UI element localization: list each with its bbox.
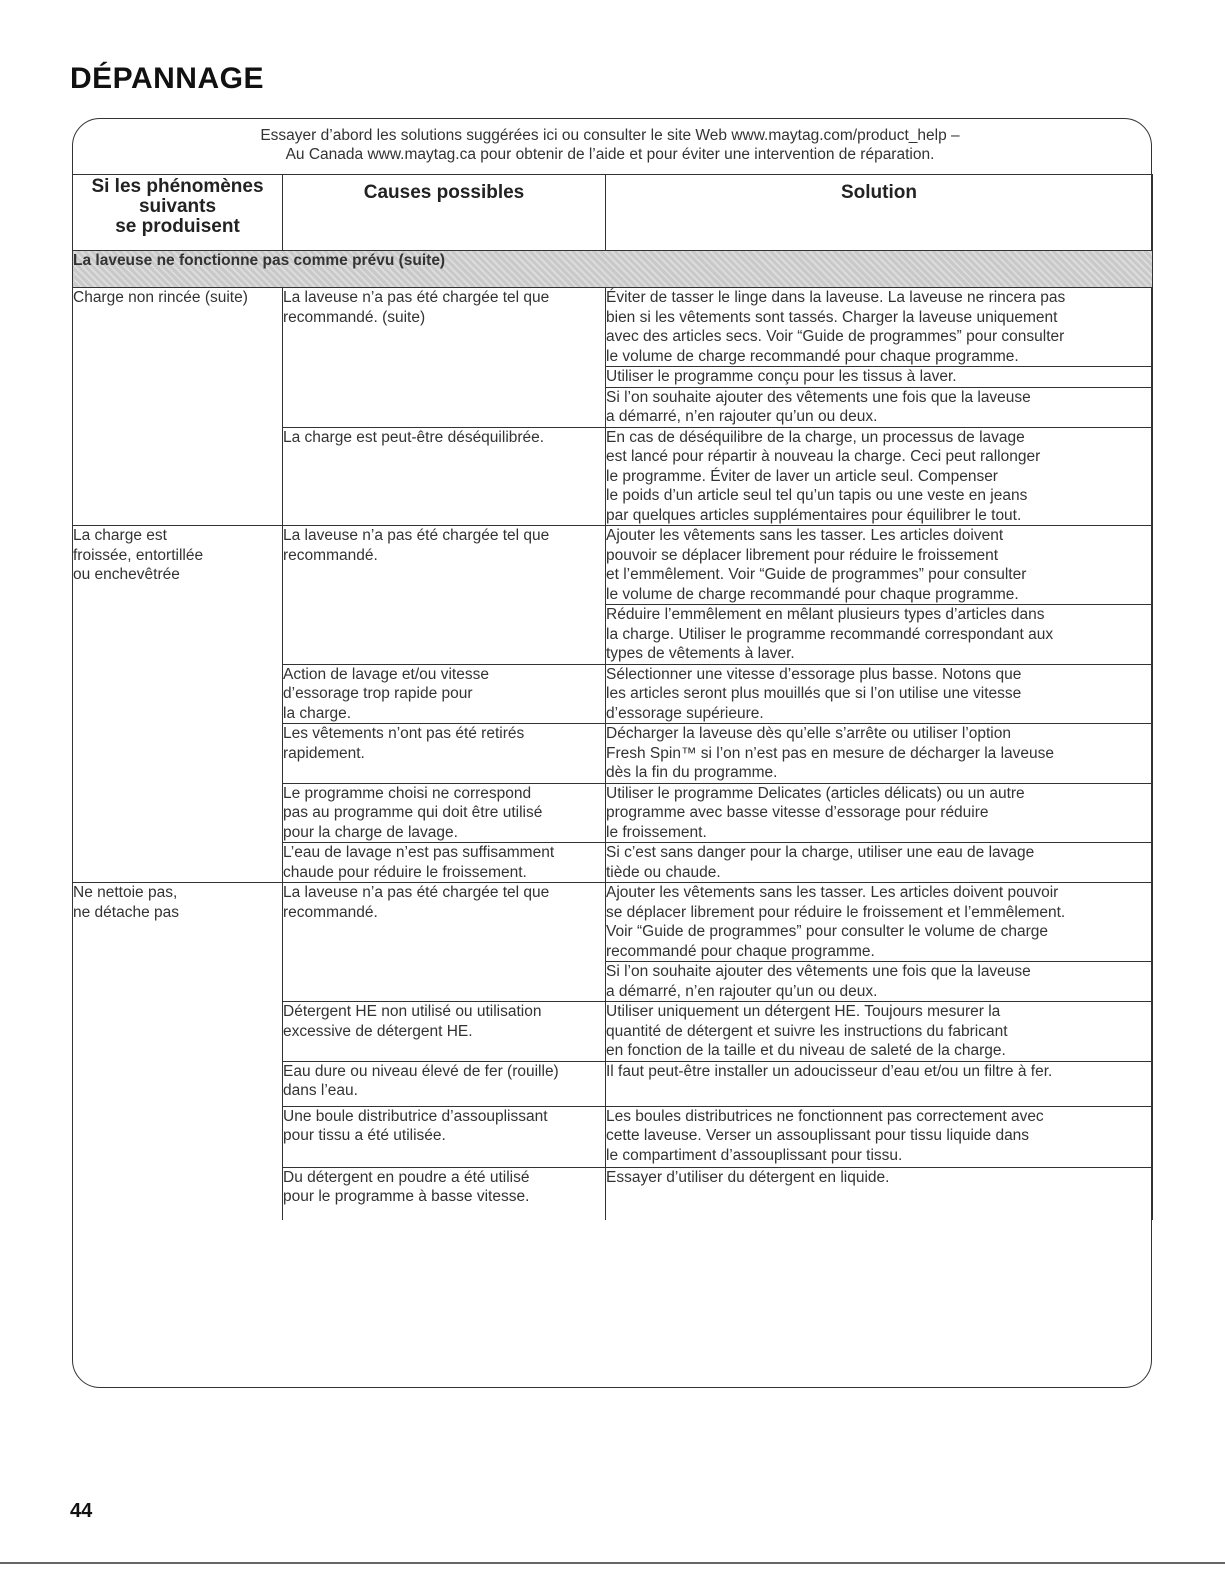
solution-cell: Réduire l’emmêlement en mêlant plusieurs types d’articles dans la charge. Utiliser le programme recommandé correspondant aux types de vêtements à laver. <box>606 605 1153 665</box>
bottom-divider <box>0 1562 1225 1564</box>
section-heading: La laveuse ne fonctionne pas comme prévu (suite) <box>73 251 1153 288</box>
header-problem: Si les phénomènes suivants se produisent <box>73 175 283 251</box>
solution-cell: Essayer d’utiliser du détergent en liquide. <box>606 1167 1153 1220</box>
table-row <box>73 526 1153 605</box>
troubleshooting-table <box>72 174 1153 1220</box>
solution-cell: Si l’on souhaite ajouter des vêtements une fois que la laveuse a démarré, n’en rajouter qu’un ou deux. <box>606 387 1153 427</box>
cause-cell: Les vêtements n’ont pas été retirés rapidement. <box>283 724 606 784</box>
solution-cell: Utiliser uniquement un détergent HE. Toujours mesurer la quantité de détergent et suivre les instructions du fabricant en fonction de la taille et du niveau de saleté de la charge. <box>606 1002 1153 1062</box>
solution-cell: Décharger la laveuse dès qu’elle s’arrête ou utiliser l’option Fresh Spin™ si l’on n’est pas en mesure de décharger la laveuse dès la fin du programme. <box>606 724 1153 784</box>
intro-line: Au Canada www.maytag.ca pour obtenir de l’aide et pour éviter une intervention de réparation. <box>285 146 935 163</box>
cause-cell: La laveuse n’a pas été chargée tel que recommandé. (suite) <box>283 288 606 428</box>
cause-cell: La laveuse n’a pas été chargée tel que recommandé. <box>283 883 606 1002</box>
header-solution: Solution <box>606 175 1153 251</box>
solution-cell: Si l’on souhaite ajouter des vêtements une fois que la laveuse a démarré, n’en rajouter qu’un ou deux. <box>606 962 1153 1002</box>
cause-cell: Du détergent en poudre a été utilisé pour le programme à basse vitesse. <box>283 1167 606 1220</box>
problem-cell: La charge est froissée, entortillée ou enchevêtrée <box>73 526 283 883</box>
problem-cell: Ne nettoie pas, ne détache pas <box>73 883 283 1220</box>
page-title: DÉPANNAGE <box>70 62 264 95</box>
cause-cell: La charge est peut-être déséquilibrée. <box>283 427 606 526</box>
solution-cell: Utiliser le programme conçu pour les tissus à laver. <box>606 367 1153 388</box>
section-row <box>73 251 1153 288</box>
table-row <box>73 288 1153 367</box>
solution-cell: Si c’est sans danger pour la charge, utiliser une eau de lavage tiède ou chaude. <box>606 843 1153 883</box>
cause-cell: L’eau de lavage n’est pas suffisamment chaude pour réduire le froissement. <box>283 843 606 883</box>
solution-cell: Éviter de tasser le linge dans la laveuse. La laveuse ne rincera pas bien si les vêtements sont tassés. Charger la laveuse uniquement avec des articles secs. Voir “Guide de programmes” pour consulter le volume de charge recommandé pour chaque programme. <box>606 288 1153 367</box>
page-number: 44 <box>70 1500 93 1522</box>
intro-line: Essayer d’abord les solutions suggérées ici ou consulter le site Web www.maytag.com/product_help – <box>260 127 960 144</box>
header-cause: Causes possibles <box>283 175 606 251</box>
problem-cell: Charge non rincée (suite) <box>73 288 283 526</box>
cause-cell: Détergent HE non utilisé ou utilisation excessive de détergent HE. <box>283 1002 606 1062</box>
table-row <box>73 883 1153 962</box>
header-row <box>73 175 1153 251</box>
cause-cell: Une boule distributrice d’assouplissant pour tissu a été utilisée. <box>283 1106 606 1167</box>
solution-cell: Utiliser le programme Delicates (articles délicats) ou un autre programme avec basse vitesse d’essorage pour réduire le froissement. <box>606 783 1153 843</box>
cause-cell: Le programme choisi ne correspond pas au programme qui doit être utilisé pour la charge de lavage. <box>283 783 606 843</box>
cause-cell: Eau dure ou niveau élevé de fer (rouille) dans l’eau. <box>283 1061 606 1106</box>
solution-cell: Ajouter les vêtements sans les tasser. Les articles doivent pouvoir se déplacer librement pour réduire le froissement et l’emmêlement. Voir “Guide de programmes” pour consulter le volume de charge recommandé pour chaque programme. <box>606 526 1153 605</box>
cause-cell: La laveuse n’a pas été chargée tel que recommandé. <box>283 526 606 665</box>
solution-cell: Sélectionner une vitesse d’essorage plus basse. Notons que les articles seront plus mouillés que si l’on utilise une vitesse d’essorage supérieure. <box>606 664 1153 724</box>
solution-cell: Il faut peut-être installer un adoucisseur d’eau et/ou un filtre à fer. <box>606 1061 1153 1106</box>
solution-cell: Ajouter les vêtements sans les tasser. Les articles doivent pouvoir se déplacer librement pour réduire le froissement et l’emmêlement. Voir “Guide de programmes” pour consulter le volume de charge recommandé pour chaque programme. <box>606 883 1153 962</box>
solution-cell: Les boules distributrices ne fonctionnent pas correctement avec cette laveuse. Verser un assouplissant pour tissu liquide dans le compartiment d’assouplissant pour tissu. <box>606 1106 1153 1167</box>
intro-text <box>110 126 1110 164</box>
solution-cell: En cas de déséquilibre de la charge, un processus de lavage est lancé pour répartir à nouveau la charge. Ceci peut rallonger le programme. Éviter de laver un article seul. Compenser le poids d’un article seul tel qu’un tapis ou une veste en jeans par quelques articles supplémentaires pour équilibrer le tout. <box>606 427 1153 526</box>
cause-cell: Action de lavage et/ou vitesse d’essorage trop rapide pour la charge. <box>283 664 606 724</box>
